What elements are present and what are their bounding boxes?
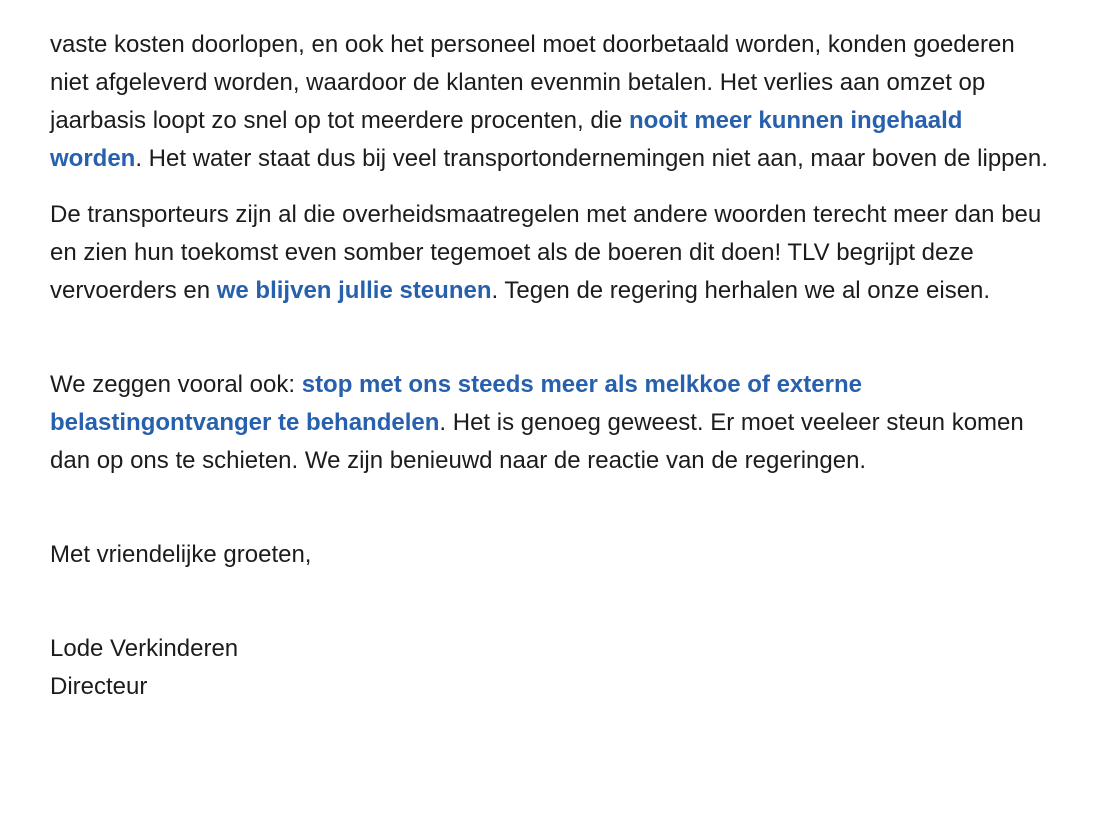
paragraph-revenue-loss: [50, 26, 1060, 178]
paragraph-support: [50, 196, 1060, 310]
paragraph-demands: [50, 366, 1060, 480]
signature-name: Lode Verkinderen: [50, 635, 239, 662]
paragraph-text: . Het is genoeg geweest. Er moet veeleer steun komen dan op ons te schieten. We zijn benieuwd naar de reactie van de regeringen.: [50, 409, 1024, 474]
closing-greeting: Met vriendelijke groeten,: [50, 541, 312, 568]
paragraph-text: . Het water staat dus bij veel transportondernemingen niet aan, maar boven de lippen.: [135, 145, 1048, 172]
highlighted-phrase: we blijven jullie steunen: [216, 277, 492, 304]
highlighted-phrase: nooit meer kunnen ingehaald worden: [50, 107, 963, 172]
paragraph-text: . Tegen de regering herhalen we al onze eisen.: [491, 277, 991, 304]
paragraph-text: We zeggen vooral ook:: [50, 371, 302, 398]
letter-body: [50, 26, 1060, 706]
paragraph-text: vaste kosten doorlopen, en ook het personeel moet doorbetaald worden, konden goederen niet afgeleverd worden, waardoor de klanten evenmin betalen. Het verlies aan omzet op jaarbasis loopt zo snel op tot meerdere procenten, die: [50, 31, 1015, 134]
paragraph-text: De transporteurs zijn al die overheidsmaatregelen met andere woorden terecht meer dan beu en zien hun toekomst even somber tegemoet als de boeren dit doen! TLV begrijpt deze vervoerders en: [50, 201, 1042, 304]
signature-title: Directeur: [50, 673, 148, 700]
highlighted-phrase: stop met ons steeds meer als melkkoe of externe belastingontvanger te behandelen: [50, 371, 862, 436]
